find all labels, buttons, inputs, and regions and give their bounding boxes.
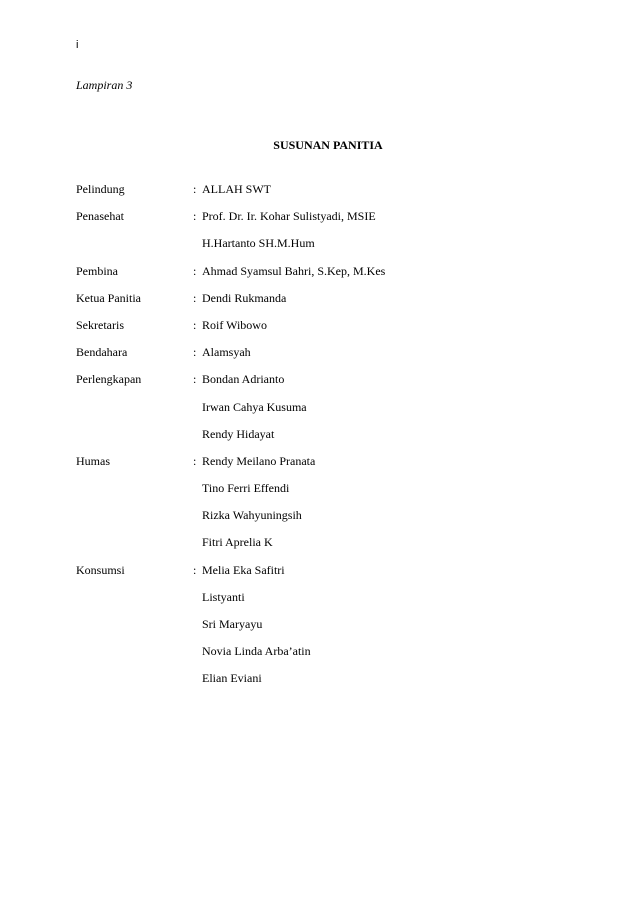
member-name: Rizka Wahyuningsih — [202, 508, 302, 523]
committee-row-continuation — [76, 235, 596, 262]
role-label: Perlengkapan — [76, 372, 142, 387]
committee-row-continuation — [76, 616, 596, 643]
member-name: Rendy Meilano Pranata — [202, 453, 316, 468]
document-title: SUSUNAN PANITIA — [273, 138, 383, 152]
role-label: Sekretaris — [76, 317, 124, 332]
committee-row-continuation — [76, 670, 596, 697]
committee-row — [76, 562, 596, 589]
committee-row — [76, 344, 596, 371]
member-name: Alamsyah — [202, 345, 251, 360]
separator-colon: : — [193, 209, 197, 224]
member-name: Melia Eka Safitri — [202, 562, 285, 577]
member-name: Irwan Cahya Kusuma — [202, 399, 307, 414]
role-label: Pelindung — [76, 182, 125, 196]
member-name: Listyanti — [202, 589, 245, 604]
committee-row-continuation — [76, 507, 596, 534]
separator-colon: : — [193, 372, 197, 387]
separator-colon: : — [193, 182, 197, 196]
role-label: Pembina — [76, 263, 118, 278]
member-name: Tino Ferri Effendi — [202, 481, 290, 496]
member-name: Rendy Hidayat — [202, 426, 275, 441]
committee-row-continuation — [76, 589, 596, 616]
committee-row-continuation — [76, 480, 596, 507]
committee-row — [76, 371, 596, 398]
separator-colon: : — [193, 263, 197, 278]
member-name: Dendi Rukmanda — [202, 290, 287, 305]
role-label: Bendahara — [76, 345, 128, 360]
page-number: i — [76, 39, 79, 51]
role-label: Ketua Panitia — [76, 290, 141, 305]
committee-row — [76, 181, 596, 208]
appendix-label: Lampiran 3 — [76, 78, 133, 92]
committee-row — [76, 208, 596, 235]
member-name: Fitri Aprelia K — [202, 535, 273, 550]
role-label: Humas — [76, 453, 110, 468]
member-name: Sri Maryayu — [202, 617, 263, 631]
committee-row-continuation — [76, 399, 596, 426]
role-label: Penasehat — [76, 209, 124, 224]
committee-row-continuation — [76, 426, 596, 453]
member-name: ALLAH SWT — [202, 182, 271, 196]
member-name: Ahmad Syamsul Bahri, S.Kep, M.Kes — [202, 263, 386, 278]
role-label: Konsumsi — [76, 562, 125, 577]
separator-colon: : — [193, 345, 197, 360]
committee-row — [76, 263, 596, 290]
committee-row — [76, 317, 596, 344]
committee-row — [76, 290, 596, 317]
member-name: Bondan Adrianto — [202, 372, 285, 387]
separator-colon: : — [193, 562, 197, 577]
member-name: Novia Linda Arba’atin — [202, 644, 311, 659]
committee-row-continuation — [76, 643, 596, 670]
member-name: H.Hartanto SH.M.Hum — [202, 236, 315, 251]
member-name: Roif Wibowo — [202, 317, 267, 332]
separator-colon: : — [193, 290, 197, 305]
separator-colon: : — [193, 453, 197, 468]
committee-row-continuation — [76, 534, 596, 561]
committee-list — [76, 181, 596, 698]
separator-colon: : — [193, 317, 197, 332]
member-name: Prof. Dr. Ir. Kohar Sulistyadi, MSIE — [202, 209, 376, 224]
committee-row — [76, 453, 596, 480]
member-name: Elian Eviani — [202, 671, 262, 686]
